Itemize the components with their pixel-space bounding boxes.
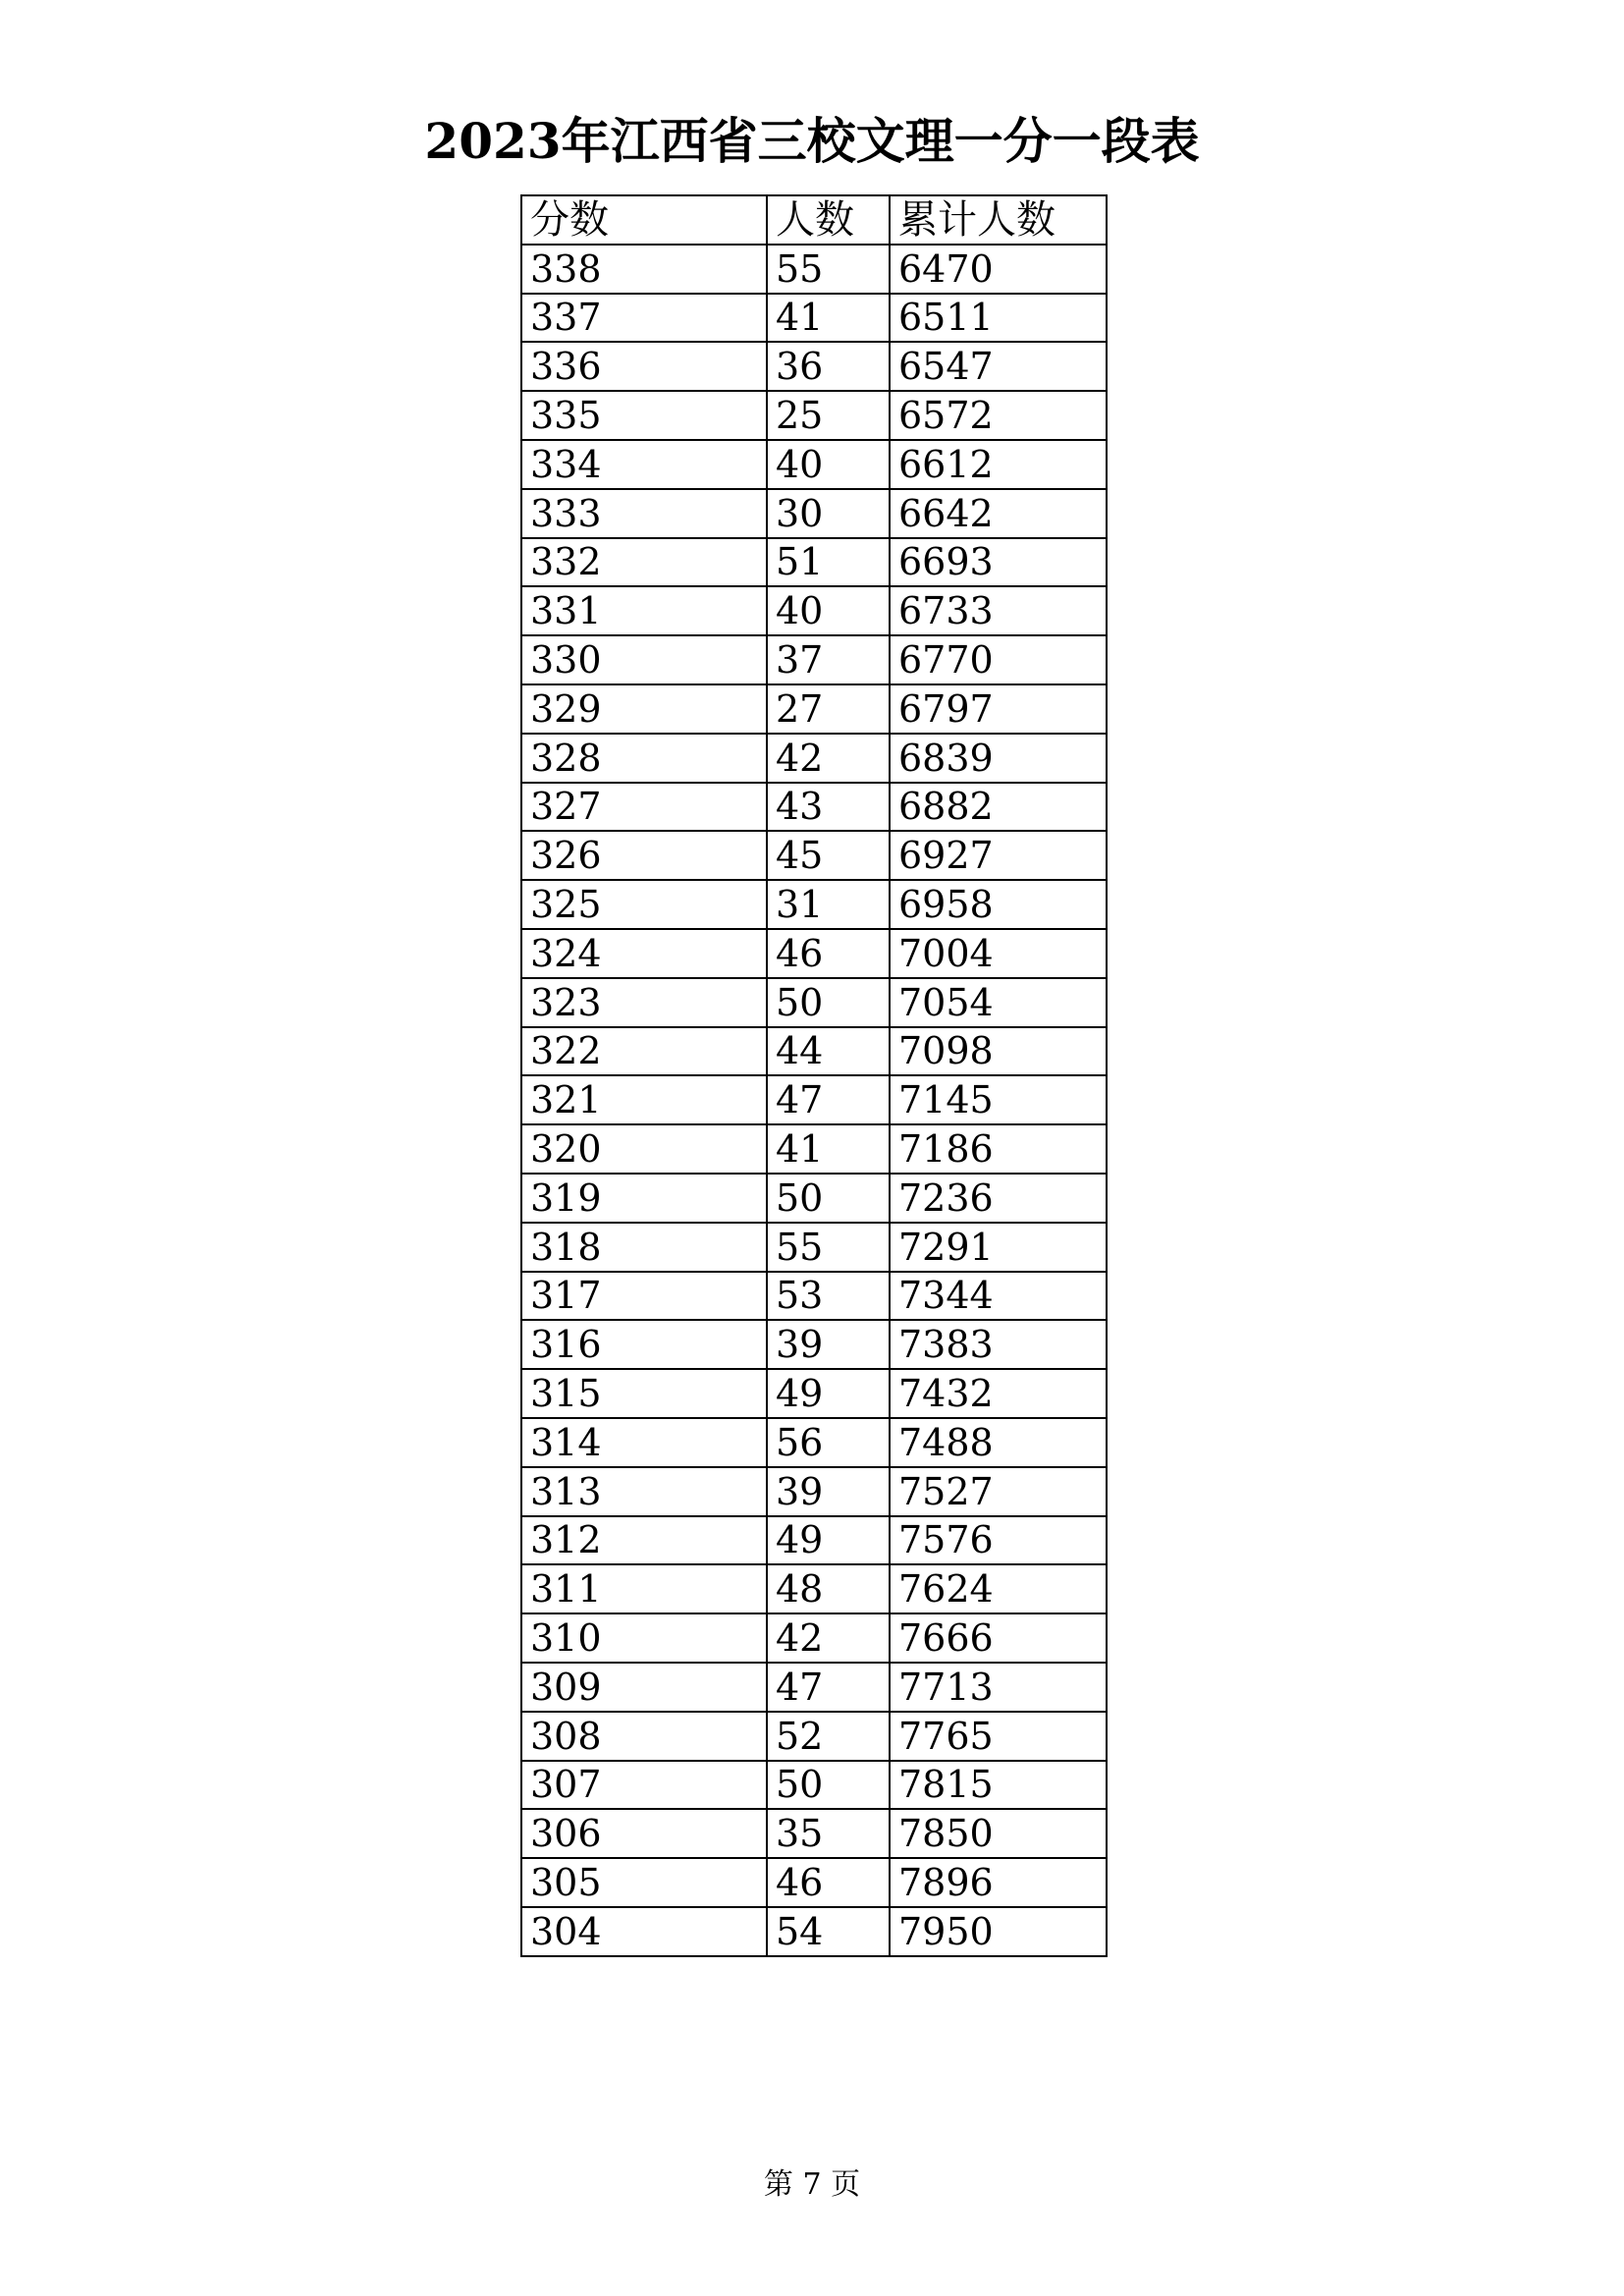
table-row (521, 1761, 1107, 1810)
cell-score: 327 (521, 783, 767, 832)
cell-cumulative: 7815 (890, 1761, 1107, 1810)
table-row (521, 1418, 1107, 1467)
cell-score: 325 (521, 880, 767, 929)
cell-count: 45 (767, 831, 890, 880)
cell-cumulative: 7624 (890, 1564, 1107, 1613)
cell-count: 55 (767, 1223, 890, 1272)
cell-score: 332 (521, 538, 767, 587)
cell-cumulative: 7291 (890, 1223, 1107, 1272)
table-row (521, 1663, 1107, 1712)
cell-score: 329 (521, 684, 767, 734)
cell-cumulative: 7896 (890, 1858, 1107, 1907)
cell-cumulative: 7488 (890, 1418, 1107, 1467)
cell-cumulative: 7236 (890, 1174, 1107, 1223)
cell-score: 308 (521, 1712, 767, 1761)
cell-cumulative: 6733 (890, 586, 1107, 635)
cell-cumulative: 6470 (890, 245, 1107, 294)
cell-cumulative: 6642 (890, 489, 1107, 538)
cell-cumulative: 7186 (890, 1124, 1107, 1174)
cell-count: 56 (767, 1418, 890, 1467)
cell-count: 54 (767, 1907, 890, 1956)
cell-score: 322 (521, 1027, 767, 1076)
cell-score: 324 (521, 929, 767, 978)
cell-score: 309 (521, 1663, 767, 1712)
cell-count: 44 (767, 1027, 890, 1076)
page-title: 2023年江西省三校文理一分一段表 (424, 112, 1200, 170)
cell-score: 307 (521, 1761, 767, 1810)
cell-cumulative: 6511 (890, 294, 1107, 343)
table-row (521, 391, 1107, 440)
cell-count: 48 (767, 1564, 890, 1613)
cell-score: 326 (521, 831, 767, 880)
cell-count: 51 (767, 538, 890, 587)
cell-score: 321 (521, 1075, 767, 1124)
table-row (521, 1124, 1107, 1174)
cell-count: 53 (767, 1272, 890, 1321)
header-cumulative: 累计人数 (890, 195, 1107, 245)
cell-cumulative: 7054 (890, 978, 1107, 1027)
cell-count: 49 (767, 1516, 890, 1565)
cell-count: 40 (767, 440, 890, 489)
cell-score: 335 (521, 391, 767, 440)
table-row (521, 586, 1107, 635)
table-row (521, 1027, 1107, 1076)
table-row (521, 1272, 1107, 1321)
table-row (521, 294, 1107, 343)
cell-cumulative: 7145 (890, 1075, 1107, 1124)
cell-count: 46 (767, 929, 890, 978)
cell-cumulative: 6547 (890, 342, 1107, 391)
table-row (521, 684, 1107, 734)
cell-count: 49 (767, 1369, 890, 1418)
cell-count: 50 (767, 1174, 890, 1223)
cell-score: 315 (521, 1369, 767, 1418)
cell-count: 47 (767, 1663, 890, 1712)
table-row (521, 489, 1107, 538)
cell-cumulative: 7432 (890, 1369, 1107, 1418)
cell-cumulative: 6882 (890, 783, 1107, 832)
header-score: 分数 (521, 195, 767, 245)
cell-score: 337 (521, 294, 767, 343)
cell-score: 328 (521, 734, 767, 783)
cell-score: 320 (521, 1124, 767, 1174)
cell-score: 304 (521, 1907, 767, 1956)
cell-cumulative: 7344 (890, 1272, 1107, 1321)
table-body (521, 245, 1107, 1956)
cell-count: 42 (767, 734, 890, 783)
cell-score: 314 (521, 1418, 767, 1467)
header-count: 人数 (767, 195, 890, 245)
cell-count: 37 (767, 635, 890, 684)
table-row (521, 342, 1107, 391)
cell-score: 334 (521, 440, 767, 489)
cell-cumulative: 7850 (890, 1809, 1107, 1858)
cell-count: 42 (767, 1613, 890, 1663)
cell-score: 323 (521, 978, 767, 1027)
cell-cumulative: 6693 (890, 538, 1107, 587)
cell-cumulative: 6770 (890, 635, 1107, 684)
cell-score: 313 (521, 1467, 767, 1516)
table-row (521, 978, 1107, 1027)
cell-count: 40 (767, 586, 890, 635)
table-row (521, 1174, 1107, 1223)
cell-count: 39 (767, 1320, 890, 1369)
cell-cumulative: 7576 (890, 1516, 1107, 1565)
cell-score: 316 (521, 1320, 767, 1369)
cell-cumulative: 6839 (890, 734, 1107, 783)
table-row (521, 1564, 1107, 1613)
table-row (521, 1712, 1107, 1761)
cell-count: 41 (767, 1124, 890, 1174)
cell-count: 50 (767, 978, 890, 1027)
table-row (521, 831, 1107, 880)
cell-score: 317 (521, 1272, 767, 1321)
cell-cumulative: 7527 (890, 1467, 1107, 1516)
table-row (521, 1516, 1107, 1565)
cell-count: 31 (767, 880, 890, 929)
table-row (521, 880, 1107, 929)
table-row (521, 440, 1107, 489)
cell-score: 331 (521, 586, 767, 635)
table-row (521, 1223, 1107, 1272)
table-row (521, 1075, 1107, 1124)
cell-count: 52 (767, 1712, 890, 1761)
cell-score: 312 (521, 1516, 767, 1565)
table-header-row (521, 195, 1107, 245)
cell-score: 310 (521, 1613, 767, 1663)
table-row (521, 783, 1107, 832)
cell-cumulative: 7713 (890, 1663, 1107, 1712)
cell-cumulative: 6927 (890, 831, 1107, 880)
table-row (521, 538, 1107, 587)
cell-count: 35 (767, 1809, 890, 1858)
cell-score: 319 (521, 1174, 767, 1223)
cell-cumulative: 7765 (890, 1712, 1107, 1761)
cell-cumulative: 6612 (890, 440, 1107, 489)
table-row (521, 635, 1107, 684)
cell-score: 338 (521, 245, 767, 294)
cell-count: 55 (767, 245, 890, 294)
cell-count: 27 (767, 684, 890, 734)
cell-count: 43 (767, 783, 890, 832)
cell-score: 336 (521, 342, 767, 391)
table-row (521, 1467, 1107, 1516)
table-row (521, 1907, 1107, 1956)
score-distribution-table (520, 194, 1108, 1957)
cell-count: 39 (767, 1467, 890, 1516)
table-row (521, 1320, 1107, 1369)
cell-cumulative: 7098 (890, 1027, 1107, 1076)
cell-cumulative: 6572 (890, 391, 1107, 440)
table-row (521, 734, 1107, 783)
cell-count: 46 (767, 1858, 890, 1907)
cell-count: 30 (767, 489, 890, 538)
cell-score: 333 (521, 489, 767, 538)
cell-score: 318 (521, 1223, 767, 1272)
cell-cumulative: 6797 (890, 684, 1107, 734)
cell-count: 41 (767, 294, 890, 343)
cell-count: 50 (767, 1761, 890, 1810)
table-row (521, 1613, 1107, 1663)
table-row (521, 929, 1107, 978)
page-number: 第 7 页 (763, 2167, 861, 2202)
cell-cumulative: 7383 (890, 1320, 1107, 1369)
table-row (521, 1858, 1107, 1907)
table-row (521, 245, 1107, 294)
cell-count: 47 (767, 1075, 890, 1124)
table-row (521, 1369, 1107, 1418)
table-row (521, 1809, 1107, 1858)
cell-score: 306 (521, 1809, 767, 1858)
cell-score: 330 (521, 635, 767, 684)
cell-cumulative: 6958 (890, 880, 1107, 929)
cell-count: 36 (767, 342, 890, 391)
cell-cumulative: 7950 (890, 1907, 1107, 1956)
cell-score: 305 (521, 1858, 767, 1907)
cell-cumulative: 7666 (890, 1613, 1107, 1663)
cell-score: 311 (521, 1564, 767, 1613)
cell-cumulative: 7004 (890, 929, 1107, 978)
cell-count: 25 (767, 391, 890, 440)
